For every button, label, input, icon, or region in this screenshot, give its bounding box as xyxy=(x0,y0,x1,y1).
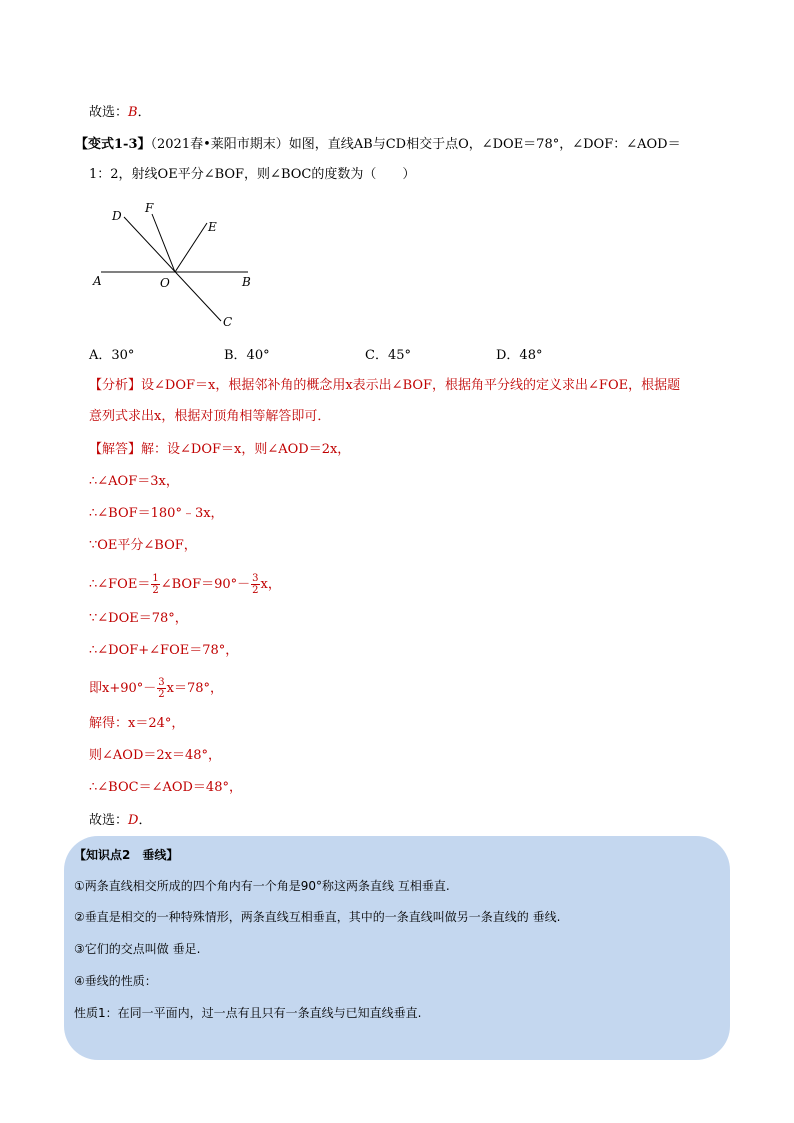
solution-5-c: x， xyxy=(260,577,281,592)
label-f: F xyxy=(145,201,154,215)
choice-b: B．40° xyxy=(224,348,270,363)
knowledge-property-1: 性质1：在同一平面内，过一点有且只有一条直线与已知直线垂直. xyxy=(74,1006,422,1020)
solution-line-1 xyxy=(89,441,350,459)
label-c: C xyxy=(223,315,233,329)
solution-line-8 xyxy=(89,676,223,702)
frac-num: 1 xyxy=(152,573,159,584)
fraction-three-halves xyxy=(251,573,259,596)
problem-tag: 【变式1-3】 xyxy=(75,137,151,152)
solution-line-12 xyxy=(89,812,151,830)
analysis-line-2: 意列式求出x，根据对顶角相等解答即可． xyxy=(89,409,331,424)
ray-of xyxy=(152,214,175,272)
analysis-line-1 xyxy=(89,377,680,395)
knowledge-box xyxy=(64,836,730,1060)
label-o: O xyxy=(160,276,170,290)
final-answer-prefix: 故选： xyxy=(89,813,129,828)
ray-oe xyxy=(175,223,207,272)
choice-d: D．48° xyxy=(496,348,543,363)
knowledge-title: 【知识点2 垂线】 xyxy=(74,848,179,862)
final-answer-suffix: ． xyxy=(138,813,152,828)
label-a: A xyxy=(93,274,102,288)
solution-line-4: ∵OE平分∠BOF， xyxy=(89,538,197,553)
solution-5-b: ∠BOF＝90°－ xyxy=(160,577,251,592)
frac-num: 3 xyxy=(252,573,259,584)
solution-8-b: x＝78°， xyxy=(166,681,224,696)
previous-answer xyxy=(89,104,151,122)
knowledge-point-4: ④垂线的性质： xyxy=(74,974,157,988)
knowledge-point-3: ③它们的交点叫做 垂足. xyxy=(74,942,201,956)
answer-suffix: ． xyxy=(137,105,151,120)
frac-den: 2 xyxy=(252,585,259,596)
solution-line-9: 解得：x＝24°， xyxy=(89,716,185,731)
frac-num: 3 xyxy=(158,677,165,688)
label-e: E xyxy=(208,220,217,234)
problem-text-1: （2021春•莱阳市期末）如图，直线AB与CD相交于点O，∠DOE＝78°，∠DOF：∠AOD＝ xyxy=(150,137,681,152)
geometry-diagram xyxy=(85,195,265,335)
line-cd xyxy=(124,217,221,321)
knowledge-point-2: ②垂直是相交的一种特殊情形，两条直线互相垂直，其中的一条直线叫做另一条直线的 垂线. xyxy=(74,910,561,924)
solution-tag: 【解答】 xyxy=(89,442,142,457)
fraction-three-halves-2 xyxy=(157,677,165,700)
problem-line-1 xyxy=(75,136,681,154)
solution-text-1: 解：设∠DOF＝x，则∠AOD＝2x， xyxy=(141,442,351,457)
answer-value: B xyxy=(128,105,138,120)
solution-line-10: 则∠AOD＝2x＝48°， xyxy=(89,748,222,763)
choice-c: C．45° xyxy=(365,348,411,363)
analysis-text-1: 设∠DOF＝x，根据邻补角的概念用x表示出∠BOF，根据角平分线的定义求出∠FOE，根据题 xyxy=(141,378,681,393)
frac-den: 2 xyxy=(158,689,165,700)
analysis-tag: 【分析】 xyxy=(89,378,142,393)
label-b: B xyxy=(242,275,251,289)
solution-line-3: ∴∠BOF＝180°﹣3x， xyxy=(89,506,224,521)
solution-line-11: ∴∠BOC＝∠AOD＝48°， xyxy=(89,780,242,795)
frac-den: 2 xyxy=(152,585,159,596)
solution-line-2: ∴∠AOF＝3x， xyxy=(89,474,179,489)
choice-a: A．30° xyxy=(89,348,135,363)
knowledge-point-1: ①两条直线相交所成的四个角内有一个角是90°称这两条直线 互相垂直. xyxy=(74,879,450,893)
answer-prefix: 故选： xyxy=(89,105,129,120)
fraction-half xyxy=(151,573,159,596)
problem-line-2: 1：2，射线OE平分∠BOF，则∠BOC的度数为（ ） xyxy=(89,167,416,182)
solution-line-5 xyxy=(89,572,281,598)
final-answer-value: D xyxy=(128,813,139,828)
solution-5-a: ∴∠FOE＝ xyxy=(89,577,151,592)
solution-line-6: ∵∠DOE＝78°， xyxy=(89,611,188,626)
solution-line-7: ∴∠DOF+∠FOE＝78°， xyxy=(89,643,239,658)
label-d: D xyxy=(112,209,122,223)
solution-8-a: 即x+90°－ xyxy=(89,681,157,696)
